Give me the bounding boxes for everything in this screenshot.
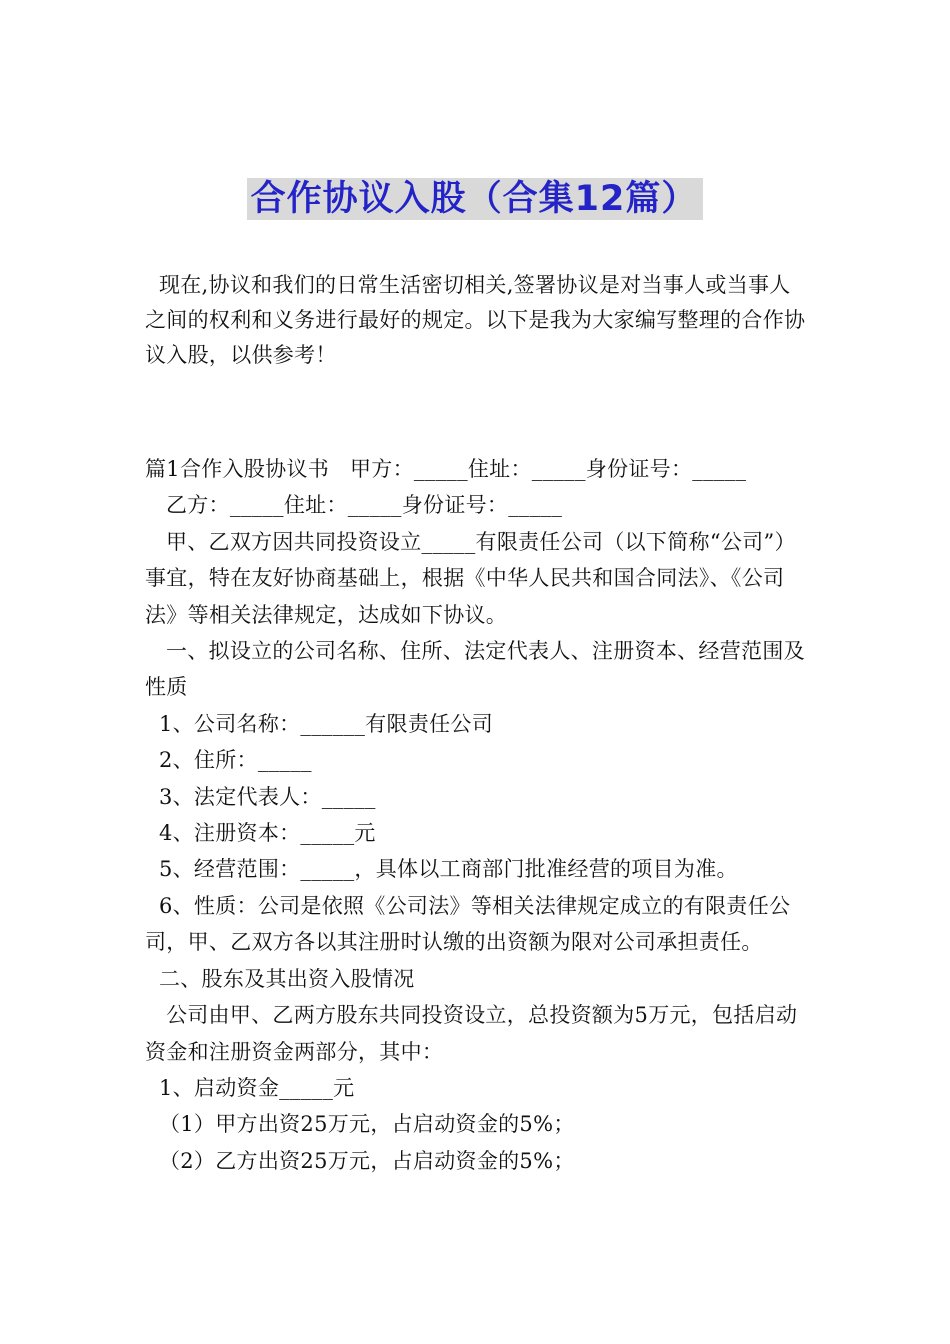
list-item-address: 2、住所：_____ xyxy=(145,748,312,773)
list-item-startup-funds: 1、启动资金_____元 xyxy=(145,1075,355,1100)
list-item-legal-representative: 3、法定代表人：_____ xyxy=(145,784,376,809)
list-item-party-b-contribution: （2）乙方出资25万元，占启动资金的5%； xyxy=(145,1148,575,1173)
paragraph-total-investment: 公司由甲、乙两方股东共同投资设立，总投资额为5万元，包括启动资金和注册资金两部分，其中： xyxy=(145,1003,798,1064)
document-title: 合作协议入股（合集12篇） xyxy=(247,178,704,220)
list-item-company-name: 1、公司名称：______有限责任公司 xyxy=(145,711,494,736)
list-item-nature: 6、性质：公司是依照《公司法》等相关法律规定成立的有限责任公司，甲、乙双方各以其注册时认缴的出资额为限对公司承担责任。 xyxy=(145,893,791,955)
paragraph-heading-party-a: 篇1合作入股协议书 甲方：_____住址：_____身份证号：_____ xyxy=(145,457,747,481)
section-heading-shareholders: 二、股东及其出资入股情况 xyxy=(145,966,415,991)
document-body xyxy=(145,451,809,1179)
list-item-party-a-contribution: （1）甲方出资25万元，占启动资金的5%； xyxy=(145,1112,575,1137)
paragraph-party-b: 乙方：_____住址：_____身份证号：_____ xyxy=(145,493,563,518)
list-item-business-scope: 5、经营范围：_____，具体以工商部门批准经营的项目为准。 xyxy=(145,857,738,882)
paragraph-purpose: 甲、乙双方因共同投资设立_____有限责任公司（以下简称“公司”）事宜，特在友好协商基础上，根据《中华人民共和国合同法》、《公司法》等相关法律规定，达成如下协议。 xyxy=(145,529,796,627)
list-item-registered-capital: 4、注册资本：_____元 xyxy=(145,821,376,846)
title-wrapper xyxy=(0,178,950,220)
section-heading-company: 一、拟设立的公司名称、住所、法定代表人、注册资本、经营范围及性质 xyxy=(145,639,805,700)
intro-paragraph: 现在,协议和我们的日常生活密切相关,签署协议是对当事人或当事人之间的权利和义务进行最好的规定。以下是我为大家编写整理的合作协议入股，以供参考！ xyxy=(145,273,806,367)
